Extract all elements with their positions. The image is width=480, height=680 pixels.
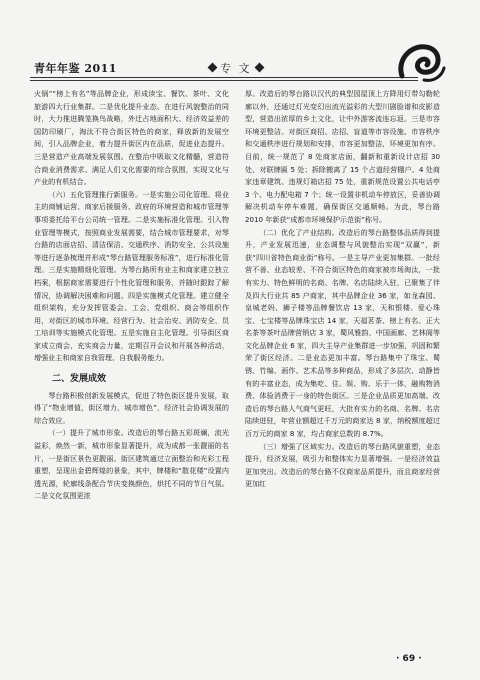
paragraph: （三）增强了区域实力。改造后的琴台路风貌重塑，业态提升，经济发展，吸引力和整体实力显著增强。一是经济效益更加突出。改造后的琴台路不仅商家品质提升，而且商家经营更加红 <box>245 441 440 489</box>
header-rule-thick <box>30 80 418 81</box>
page-header <box>0 0 480 90</box>
paragraph: （六）五化管理推行新服务。一是实施公司化管理。将业主的商铺运营、商家后援服务、政府的环境营造和城市管理等事项委托给平台公司统一管理。二是实施标准化管理。引入物业管理等模式，按照商业发展需要，结合城市管理要求，对琴台路的店面店招、清洁保洁、交通秩序、消防安全、公共设施等进行逐条梳理并形成“琴台路管理服务标准”，进行标准化管理。三是实施精细化管理。为琴台路所有业主和商家建立独立档案，根据商家需要进行个性化管理和服务，并随时跟踪了解情况，协调解决困难和问题。四是实施模式化管理。建立健全组织架构，充分发挥管委会、工会、党组织、商会等组织作用，对街区的城市环境、经营行为、社会治安、消防安全、员工培训等实施模式化管理。五是实施自主化管理。引导街区商家成立商会，充实商会力量，定期召开会议和开展各种活动，增强业主和商家自我管理、自我服务能力。 <box>34 189 229 363</box>
page-number: · 69 · <box>396 654 422 664</box>
right-diamond-icon <box>254 63 264 73</box>
paragraph: 琴台路积极创新发展模式，促进了特色街区提升发展，取得了“物业增值，街区增力，城市增色”，经济社会协调发展的综合效应。 <box>34 390 229 425</box>
right-text-column <box>245 88 440 491</box>
yearbook-title: 青年年鉴 2011 <box>34 62 117 75</box>
paragraph: 火锅”“榜上有名”等品牌企业，形成读宝、餐饮、茶叶、文化旅游四大行业集群。二是优化提升业态。在进行风貌整治的同时，大力推进腾笼换鸟战略，外迁占地面积大、经济效益差的国防印刷厂，淘汰不符合街区特色的商家，释放新的发展空间，引入品牌企业，着力提升街区内在品质，促进业态提升。三是营造产业高端发展氛围。在整治中吸取文化精髓，营造符合商业消费需求、满足人们文化需要的综合氛围，实现文化与产业的有机结合。 <box>34 89 229 187</box>
paragraph: （一）提升了城市形象。改造后的琴台路五彩斑斓，流光溢彩，焕然一新，城市形象显著提升，成为成都一张靓丽的名片，一是街区景色更靓丽。街区建筑通过立面整治和光彩工程重塑，呈现出金碧辉煌的景象，其中，牌楼和“散花楼”设置内透光源，轮廓线条配合节庆变换颜色，烘托不同的节日气氛。二是文化氛围更浓 <box>34 428 229 501</box>
column-title <box>205 60 267 76</box>
left-text-column <box>34 88 229 503</box>
paragraph: （二）优化了产业结构。改造后的琴台路整体品质得到提升，产业发展迅速，业态调整与风貌整治实现“双赢”，新获“四川省特色商业街”称号。一是主导产业更加集群。一批经营不善、业态较差、不符合街区特色的商家被市场淘汰，一批有实力、特色鲜明的名商、名牌、名店陆续入驻，已聚集了伴及四大行业共 85 户商家，其中品牌企业 36 家，如龙森园、皇城老妈、狮子楼等品牌餐饮店 13 家，天和银楼、爱心珠宝、七宝楼等品牌珠宝店 14 家，天福茗茶、榜上有名、正大名茶等茶叶品牌营销店 3 家，蜀风雅韵、中国画廊、艺林阁等文化品牌企业 6 家，四大主导产业集群进一步加强，巩固和繁荣了街区经济。二是业态更加丰富。琴台路集中了珠宝、蜀锈、竹编、画作、艺术品等多种商品，形成了多层次、动静皆有的丰富业态，成为集吃、住、娱、购、乐于一体，融购物消费、体验消费于一身的特色街区。三是企业品质更加高端。改造后的琴台路人气商气更旺，大批有实力的名商、名牌、名店陆续进驻，年营业额超过千万元的商家达 8 家，纳税额度超过百万元的商家 8 家，均占商家总数的 8.7%。 <box>245 227 440 439</box>
left-diamond-icon <box>208 63 218 73</box>
header-rule-thin <box>30 77 418 78</box>
swirl-ornament-icon <box>394 36 446 88</box>
section-heading: 二、发展成效 <box>52 374 107 385</box>
paragraph: 厚。改造后的琴台路以汉代的典型园屋顶上方降用灯带勾勒轮廓以外，还通过灯光变幻出流光溢彩的大型川剧脸谱和皮影造型，营造出浓厚的乡土文化，让中外游客流连忘返。三是市容环境更整洁。对街区商招、店招、盲道等市容设施、市容秩序和交通秩序进行规划和安排，市容更加整洁，环境更加有序。目前，统一规范了 8 处商家店面，翻新和重新设计店招 30 处、对联牌匾 5 处；拆除搬离了 15 个占道经营棚户、4 处商家违章建筑、违规灯箱店招 75 处，重新规范设置公共电话亭 3 个、电力配电箱 7 个；统一设置非机动车停放区，妥善协调解决机动车停车难题，确保街区交通顺畅。为此，琴台路 2010 年新获“成都市环境保护示范街”称号。 <box>245 89 440 224</box>
column-label: 专 文 <box>220 62 252 75</box>
